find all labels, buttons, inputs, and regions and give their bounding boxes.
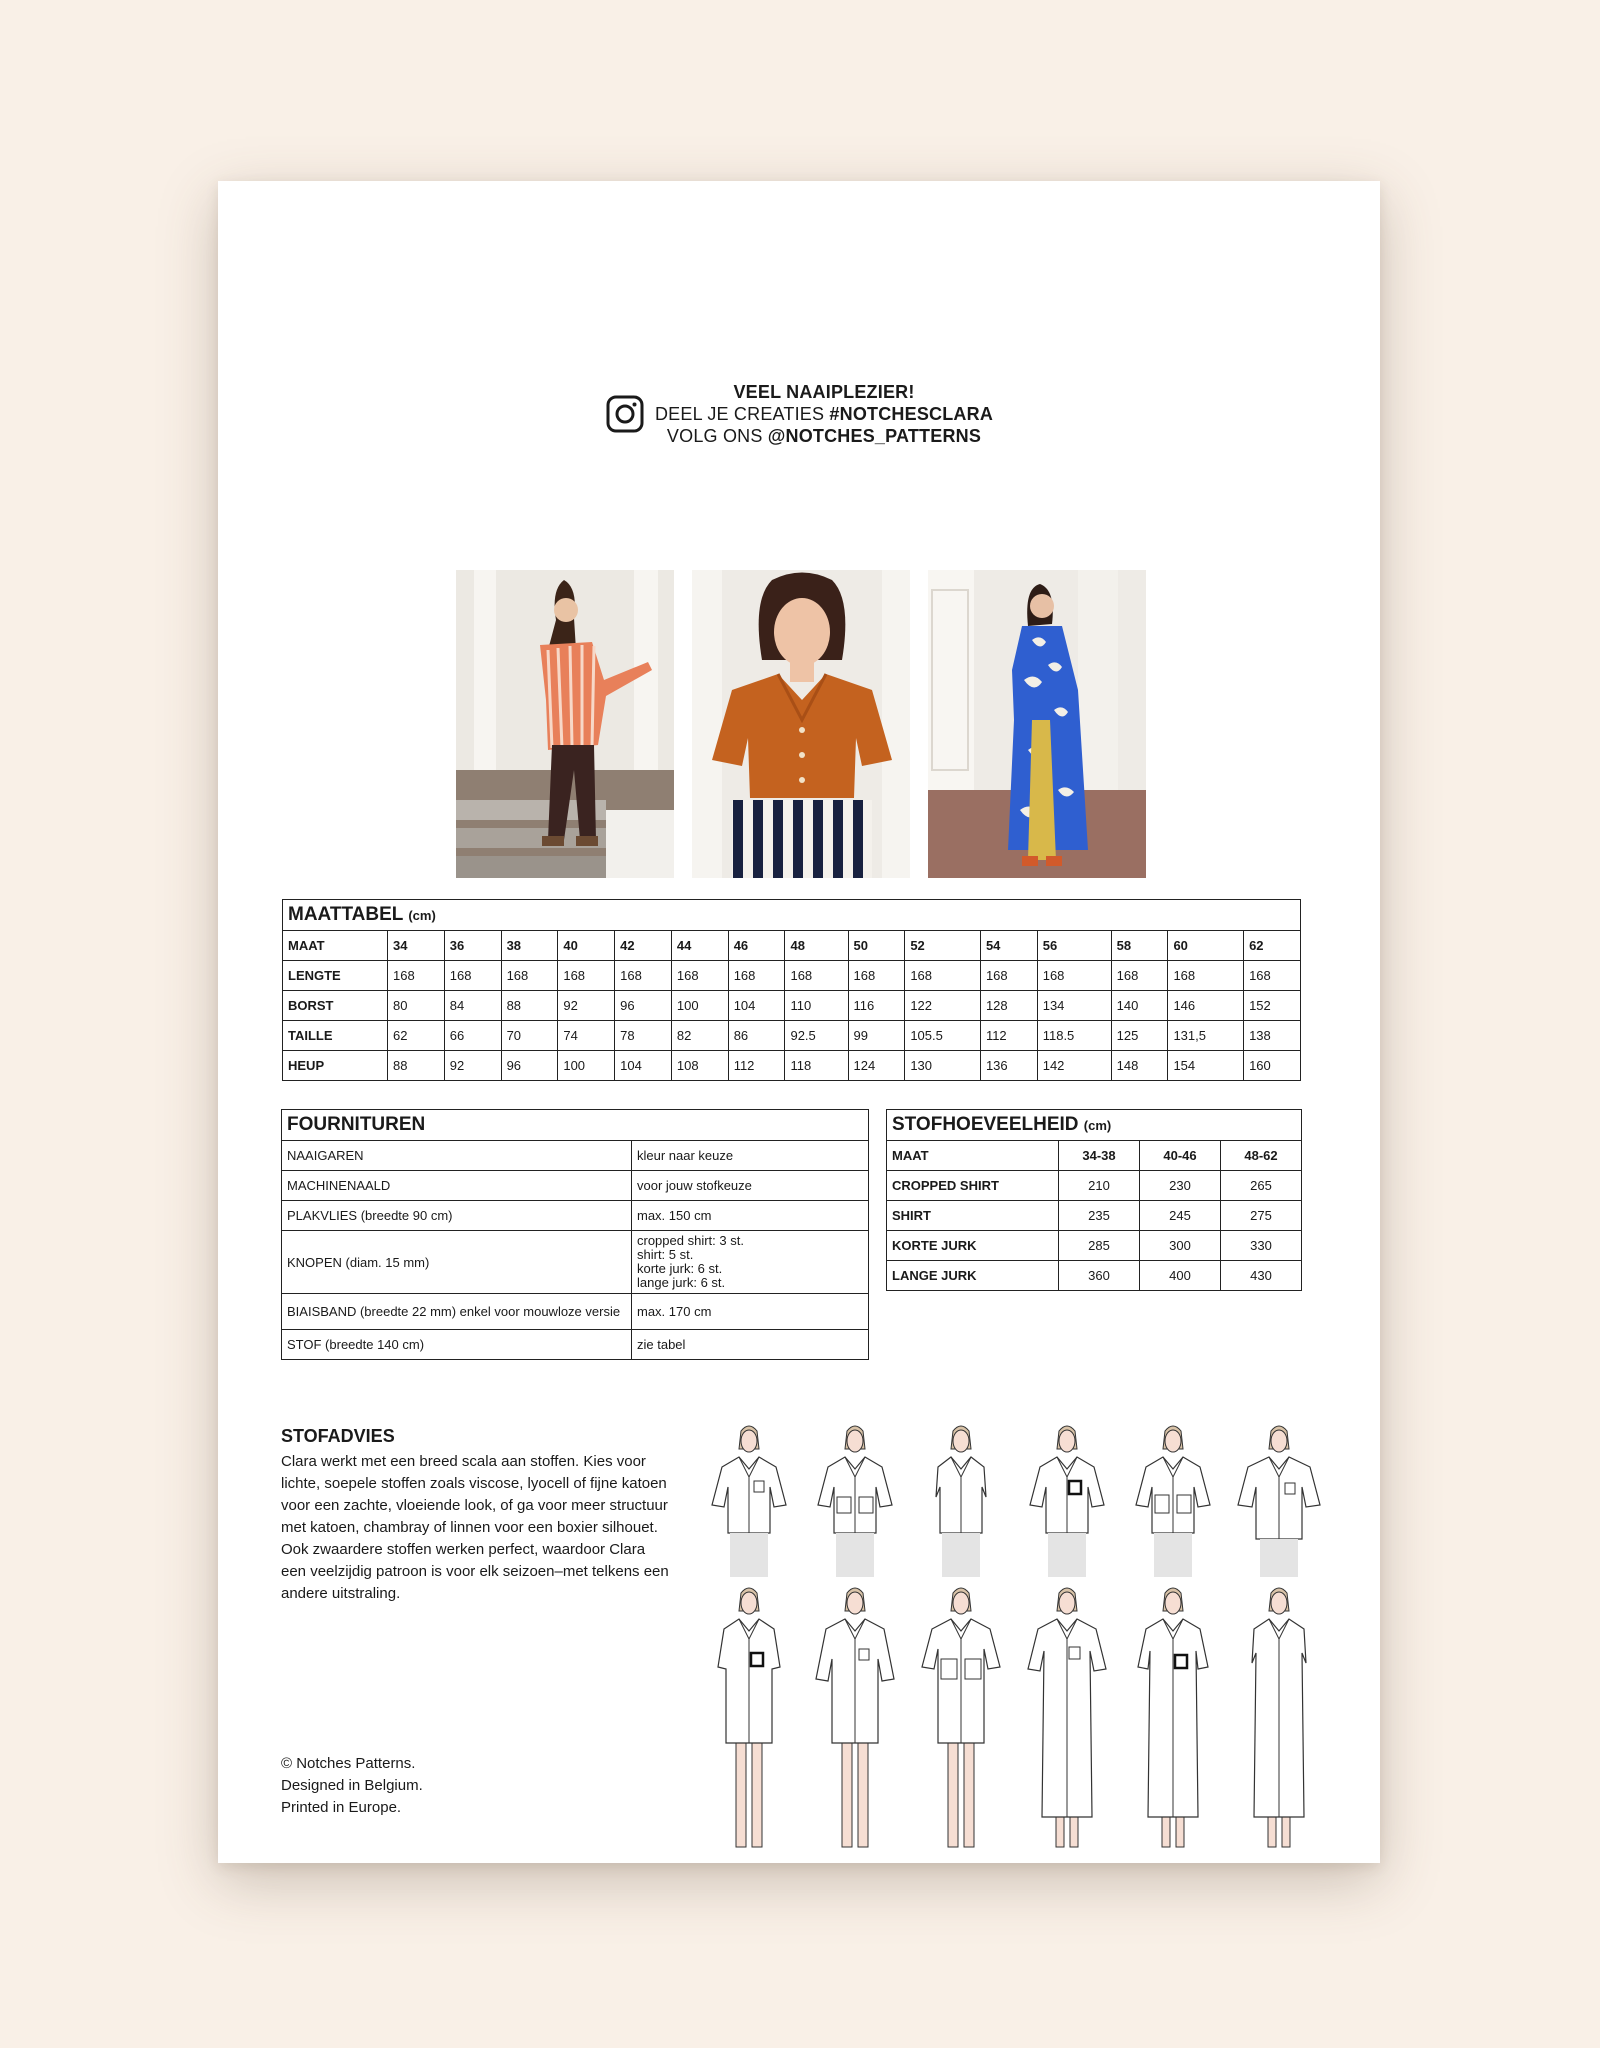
cell: 152	[1244, 991, 1301, 1021]
value-line: korte jurk: 6 st.	[637, 1261, 723, 1276]
size-table-title: MAATTABEL	[288, 904, 404, 925]
cropped-shirt-pockets-drawing	[810, 1421, 900, 1577]
label-main: PLAKVLIES	[287, 1208, 358, 1223]
fournituren-title-row	[282, 1110, 869, 1141]
footer-line: Designed in Belgium.	[281, 1777, 423, 1794]
cell: 80	[388, 991, 445, 1021]
cell: 44	[671, 931, 728, 961]
fournituren-row	[282, 1201, 869, 1231]
stof-header-row	[887, 1141, 1302, 1171]
cell: 104	[728, 991, 785, 1021]
cell: 50	[848, 931, 905, 961]
cell: 116	[848, 991, 905, 1021]
cell: 46	[728, 931, 785, 961]
cell: 300	[1140, 1231, 1221, 1261]
fournituren-label	[282, 1201, 632, 1231]
cell: 130	[905, 1051, 981, 1081]
label-main: BIAISBAND	[287, 1303, 357, 1319]
row-label: KORTE JURK	[887, 1231, 1059, 1261]
cell: 110	[785, 991, 848, 1021]
technical-drawings	[704, 1421, 1324, 1851]
instagram-icon	[605, 394, 645, 434]
cell: 92	[444, 1051, 501, 1081]
fournituren-value: kleur naar keuze	[632, 1141, 869, 1171]
label-rest: (breedte 140 cm)	[321, 1337, 425, 1352]
cell: 70	[501, 1021, 558, 1051]
cell: 138	[1244, 1021, 1301, 1051]
cell: 112	[728, 1051, 785, 1081]
label-main: NAAIGAREN	[287, 1148, 364, 1163]
cell: 54	[980, 931, 1037, 961]
photo-striped-shirt	[456, 570, 674, 878]
value-line: cropped shirt: 3 st.	[637, 1233, 744, 1248]
stof-row	[887, 1201, 1302, 1231]
cell: 48-62	[1221, 1141, 1302, 1171]
cell: 125	[1111, 1021, 1168, 1051]
fournituren-row	[282, 1171, 869, 1201]
drawings-row-short	[704, 1421, 1324, 1577]
share-line	[655, 403, 993, 425]
cell: 245	[1140, 1201, 1221, 1231]
cell: 235	[1059, 1201, 1140, 1231]
cell: 128	[980, 991, 1037, 1021]
stofhoeveelheid-table	[886, 1109, 1302, 1291]
cell: 105.5	[905, 1021, 981, 1051]
header	[218, 381, 1380, 447]
cell: 285	[1059, 1231, 1140, 1261]
cell: 168	[1244, 961, 1301, 991]
cell: 400	[1140, 1261, 1221, 1291]
long-dress-black-pocket-drawing	[1128, 1583, 1218, 1851]
label-rest: (breedte 22 mm) enkel voor mouwloze versie	[356, 1303, 621, 1319]
cell: 142	[1037, 1051, 1111, 1081]
cell: 34	[388, 931, 445, 961]
fournituren-label	[282, 1171, 632, 1201]
cell: 168	[1037, 961, 1111, 991]
cell: 210	[1059, 1171, 1140, 1201]
follow-prefix: VOLG ONS	[666, 426, 768, 446]
cell: 140	[1111, 991, 1168, 1021]
cell: 430	[1221, 1261, 1302, 1291]
cell: 168	[558, 961, 615, 991]
cell: 88	[501, 991, 558, 1021]
cell: 146	[1168, 991, 1244, 1021]
stof-title-row	[887, 1110, 1302, 1141]
fournituren-label	[282, 1141, 632, 1171]
cropped-shirt-two-pocket-drawing	[1128, 1421, 1218, 1577]
long-dress-drawing	[1022, 1583, 1112, 1851]
fournituren-label	[282, 1294, 632, 1330]
cell: 92	[558, 991, 615, 1021]
cell: 168	[980, 961, 1037, 991]
footer-line: Printed in Europe.	[281, 1799, 402, 1816]
cell: 92.5	[785, 1021, 848, 1051]
cell: 136	[980, 1051, 1037, 1081]
cell: 48	[785, 931, 848, 961]
fournituren-value: zie tabel	[632, 1330, 869, 1360]
cell: 230	[1140, 1171, 1221, 1201]
cell: 134	[1037, 991, 1111, 1021]
cropped-shirt-black-pocket-drawing	[1022, 1421, 1112, 1577]
value-line: shirt: 5 st.	[637, 1247, 694, 1262]
cell: 168	[388, 961, 445, 991]
cell: 84	[444, 991, 501, 1021]
fabric-advice	[281, 1426, 671, 1605]
stof-title: STOFHOEVEELHEID	[892, 1114, 1079, 1135]
size-table-title-row	[283, 900, 1301, 931]
cell: 275	[1221, 1201, 1302, 1231]
cell: 96	[501, 1051, 558, 1081]
long-dress-sleeveless-drawing	[1234, 1583, 1324, 1851]
cell: 100	[558, 1051, 615, 1081]
stof-row	[887, 1261, 1302, 1291]
cell: 131,5	[1168, 1021, 1244, 1051]
cell: 118	[785, 1051, 848, 1081]
row-label: TAILLE	[283, 1021, 388, 1051]
cell: 168	[848, 961, 905, 991]
cell: 62	[1244, 931, 1301, 961]
cell: 36	[444, 931, 501, 961]
cell: 148	[1111, 1051, 1168, 1081]
size-table	[282, 899, 1301, 1081]
header-title: VEEL NAAIPLEZIER!	[733, 382, 915, 402]
short-dress-sleeve-drawing	[810, 1583, 900, 1851]
cell: 330	[1221, 1231, 1302, 1261]
cell: 104	[615, 1051, 672, 1081]
cell: 118.5	[1037, 1021, 1111, 1051]
photo-strip	[456, 570, 1146, 878]
stof-row	[887, 1231, 1302, 1261]
cell: 168	[1111, 961, 1168, 991]
cell: 100	[671, 991, 728, 1021]
cell: 38	[501, 931, 558, 961]
follow-handle: @NOTCHES_PATTERNS	[767, 426, 982, 446]
fournituren-value	[632, 1231, 869, 1294]
fournituren-label	[282, 1330, 632, 1360]
share-hashtag: #NOTCHESCLARA	[829, 404, 994, 424]
cell: 60	[1168, 931, 1244, 961]
row-label: MAAT	[283, 931, 388, 961]
cell: 96	[615, 991, 672, 1021]
size-row-lengte	[283, 961, 1301, 991]
fournituren-row	[282, 1294, 869, 1330]
boxy-shirt-drawing	[1234, 1421, 1324, 1577]
fournituren-row	[282, 1231, 869, 1294]
row-label: BORST	[283, 991, 388, 1021]
cell: 40-46	[1140, 1141, 1221, 1171]
fournituren-table	[281, 1109, 869, 1360]
label-main: MACHINENAALD	[287, 1178, 391, 1193]
size-row-maat	[283, 931, 1301, 961]
cell: 108	[671, 1051, 728, 1081]
cell: 168	[905, 961, 981, 991]
follow-line	[655, 425, 993, 447]
row-label: LANGE JURK	[887, 1261, 1059, 1291]
cell: 62	[388, 1021, 445, 1051]
cell: 265	[1221, 1171, 1302, 1201]
size-row-heup	[283, 1051, 1301, 1081]
cell: 74	[558, 1021, 615, 1051]
fabric-advice-title: STOFADVIES	[281, 1426, 395, 1446]
cell: 168	[501, 961, 558, 991]
cell: 360	[1059, 1261, 1140, 1291]
cell: 58	[1111, 931, 1168, 961]
short-dress-pockets-drawing	[916, 1583, 1006, 1851]
cell: 168	[671, 961, 728, 991]
cell: 52	[905, 931, 981, 961]
row-label: HEUP	[283, 1051, 388, 1081]
pattern-back-page	[218, 181, 1380, 1863]
fournituren-value: voor jouw stofkeuze	[632, 1171, 869, 1201]
stof-unit: (cm)	[1083, 1118, 1112, 1133]
cell: 40	[558, 931, 615, 961]
cell: 124	[848, 1051, 905, 1081]
photo-long-dress	[928, 570, 1146, 878]
cell: 99	[848, 1021, 905, 1051]
cell: 168	[785, 961, 848, 991]
size-row-borst	[283, 991, 1301, 1021]
photo-cropped-shirt	[692, 570, 910, 878]
size-table-unit: (cm)	[408, 908, 436, 923]
cropped-shirt-sleeveless-drawing	[916, 1421, 1006, 1577]
row-label: MAAT	[887, 1141, 1059, 1171]
row-label: CROPPED SHIRT	[887, 1171, 1059, 1201]
footer-line: © Notches Patterns.	[281, 1755, 416, 1772]
fabric-advice-text: Clara werkt met een breed scala aan stoffen. Kies voor lichte, soepele stoffen zoals viscose, lyocell of fijne katoen voor een zachte, vloeiende look, of ga voor meer structuur met katoen, chambray of linnen voor een boxier silhouet. Ook zwaardere stoffen werken perfect, waardoor Clara een veelzijdig patroon is voor elk seizoen–met telkens een andere uitstraling.	[281, 1453, 669, 1602]
label-main: STOF	[287, 1337, 322, 1352]
cell: 42	[615, 931, 672, 961]
cell: 160	[1244, 1051, 1301, 1081]
cell: 168	[728, 961, 785, 991]
cell: 86	[728, 1021, 785, 1051]
cell: 88	[388, 1051, 445, 1081]
cell: 122	[905, 991, 981, 1021]
short-dress-drawing	[704, 1583, 794, 1851]
fournituren-row	[282, 1330, 869, 1360]
cell: 56	[1037, 931, 1111, 961]
fournituren-label	[282, 1231, 632, 1294]
stof-row	[887, 1171, 1302, 1201]
cell: 168	[444, 961, 501, 991]
cropped-shirt-drawing	[704, 1421, 794, 1577]
cell: 34-38	[1059, 1141, 1140, 1171]
label-rest: (breedte 90 cm)	[357, 1208, 453, 1223]
value-line: lange jurk: 6 st.	[637, 1275, 726, 1290]
cell: 154	[1168, 1051, 1244, 1081]
cell: 168	[615, 961, 672, 991]
fournituren-title: FOURNITUREN	[282, 1110, 869, 1141]
size-row-taille	[283, 1021, 1301, 1051]
fournituren-value: max. 150 cm	[632, 1201, 869, 1231]
drawings-row-long	[704, 1583, 1324, 1851]
cell: 78	[615, 1021, 672, 1051]
share-prefix: DEEL JE CREATIES	[654, 404, 830, 424]
label-main: KNOPEN	[287, 1254, 342, 1270]
row-label: SHIRT	[887, 1201, 1059, 1231]
fournituren-value: max. 170 cm	[632, 1294, 869, 1330]
label-rest: (diam. 15 mm)	[341, 1254, 430, 1270]
cell: 82	[671, 1021, 728, 1051]
cell: 112	[980, 1021, 1037, 1051]
cell: 66	[444, 1021, 501, 1051]
cell: 168	[1168, 961, 1244, 991]
row-label: LENGTE	[283, 961, 388, 991]
fournituren-row	[282, 1141, 869, 1171]
footer	[281, 1753, 423, 1819]
